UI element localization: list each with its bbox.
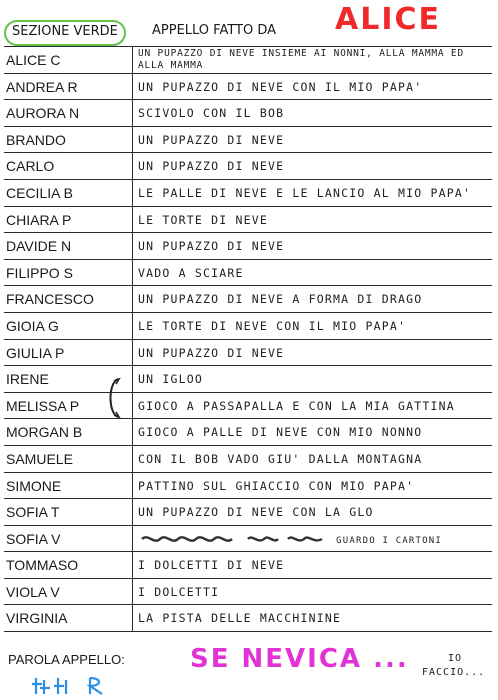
table-row <box>4 46 492 74</box>
student-name: GIULIA P <box>4 340 133 366</box>
student-answer: GIOCO A PALLE DI NEVE CON MIO NONNO <box>138 425 423 440</box>
student-answer: SCIVOLO CON IL BOB <box>138 106 285 121</box>
table-row <box>4 446 492 473</box>
attendance-table <box>4 46 492 632</box>
sheet-footer <box>0 644 498 700</box>
student-name: FILIPPO S <box>4 260 133 286</box>
student-answer: UN PUPAZZO DI NEVE CON LA GLO <box>138 505 374 520</box>
table-row <box>4 605 492 632</box>
student-answer: UN PUPAZZO DI NEVE <box>138 159 285 174</box>
table-row <box>4 127 492 154</box>
sheet-header <box>0 0 498 44</box>
student-answer: GIOCO A PASSAPALLA E CON LA MIA GATTINA <box>138 398 455 413</box>
student-answer: I DOLCETTI <box>138 584 220 599</box>
student-name: GIOIA G <box>4 313 133 339</box>
table-row <box>4 74 492 101</box>
student-answer: PATTINO SUL GHIACCIO CON MIO PAPA' <box>138 478 415 493</box>
footer-note-line: IO <box>448 653 463 664</box>
student-name: SIMONE <box>4 473 133 499</box>
table-row <box>4 579 492 606</box>
table-row <box>4 207 492 234</box>
table-row <box>4 260 492 287</box>
student-name: CHIARA P <box>4 207 133 233</box>
student-name: IRENE <box>4 366 133 392</box>
student-name: SAMUELE <box>4 446 133 472</box>
student-answer: UN IGLOO <box>138 372 203 387</box>
student-name: VIOLA V <box>4 579 133 605</box>
student-answer: UN PUPAZZO DI NEVE <box>138 239 285 254</box>
table-row <box>4 286 492 313</box>
answer-text: GUARDO I CARTONI <box>336 535 443 546</box>
table-row <box>4 100 492 127</box>
scribble-mark <box>138 532 328 546</box>
table-row <box>4 526 492 553</box>
student-answer: CON IL BOB VADO GIU' DALLA MONTAGNA <box>138 451 423 466</box>
table-row <box>4 233 492 260</box>
student-answer: UN PUPAZZO DI NEVE <box>138 132 285 147</box>
student-name: ALICE C <box>4 47 133 73</box>
student-name: SOFIA T <box>4 499 133 525</box>
student-answer: UN PUPAZZO DI NEVE CON IL MIO PAPA' <box>138 79 423 94</box>
student-name: ANDREA R <box>4 74 133 100</box>
teacher-name: ALICE <box>335 2 442 37</box>
table-row <box>4 552 492 579</box>
student-answer: LA PISTA DELLE MACCHININE <box>138 611 342 626</box>
footer-note-line: FACCIO... <box>422 667 486 678</box>
student-name: DAVIDE N <box>4 233 133 259</box>
table-row <box>4 366 492 393</box>
table-row <box>4 473 492 500</box>
section-title: SEZIONE VERDE <box>4 20 126 46</box>
student-name: TOMMASO <box>4 552 133 578</box>
student-name: BRANDO <box>4 127 133 153</box>
table-row <box>4 419 492 446</box>
table-row <box>4 153 492 180</box>
student-answer: LE PALLE DI NEVE E LE LANCIO AL MIO PAPA' <box>138 185 472 200</box>
student-name: MORGAN B <box>4 419 133 445</box>
bracket-icon <box>104 375 124 421</box>
student-answer: UN PUPAZZO DI NEVE A FORMA DI DRAGO <box>138 292 423 307</box>
student-answer: LE TORTE DI NEVE <box>138 212 268 227</box>
student-name: VIRGINIA <box>4 605 133 631</box>
table-row <box>4 499 492 526</box>
student-name: MELISSA P <box>4 393 133 419</box>
parola-appello-word: SE NEVICA ... <box>190 644 409 674</box>
student-answer: I DOLCETTI DI NEVE <box>138 558 285 573</box>
table-row <box>4 180 492 207</box>
student-name: SOFIA V <box>4 526 133 552</box>
student-answer: LE TORTE DI NEVE CON IL MIO PAPA' <box>138 318 407 333</box>
student-name: FRANCESCO <box>4 286 133 312</box>
student-answer: UN PUPAZZO DI NEVE <box>138 345 285 360</box>
appello-label: APPELLO FATTO DA <box>152 23 277 38</box>
student-answer: UN PUPAZZO DI NEVE INSIEME AI NONNI, ALLA MAMMA ED ALLA MAMMA <box>138 48 464 71</box>
student-name: CARLO <box>4 153 133 179</box>
student-name: AURORA N <box>4 100 133 126</box>
table-row <box>4 393 492 420</box>
student-answer <box>132 526 492 552</box>
footer-note <box>404 652 485 680</box>
table-row <box>4 340 492 367</box>
student-answer: VADO A SCIARE <box>138 265 244 280</box>
table-row <box>4 313 492 340</box>
signature-doodle <box>30 674 150 698</box>
parola-appello-label: PAROLA APPELLO: <box>8 652 125 667</box>
student-name: CECILIA B <box>4 180 133 206</box>
